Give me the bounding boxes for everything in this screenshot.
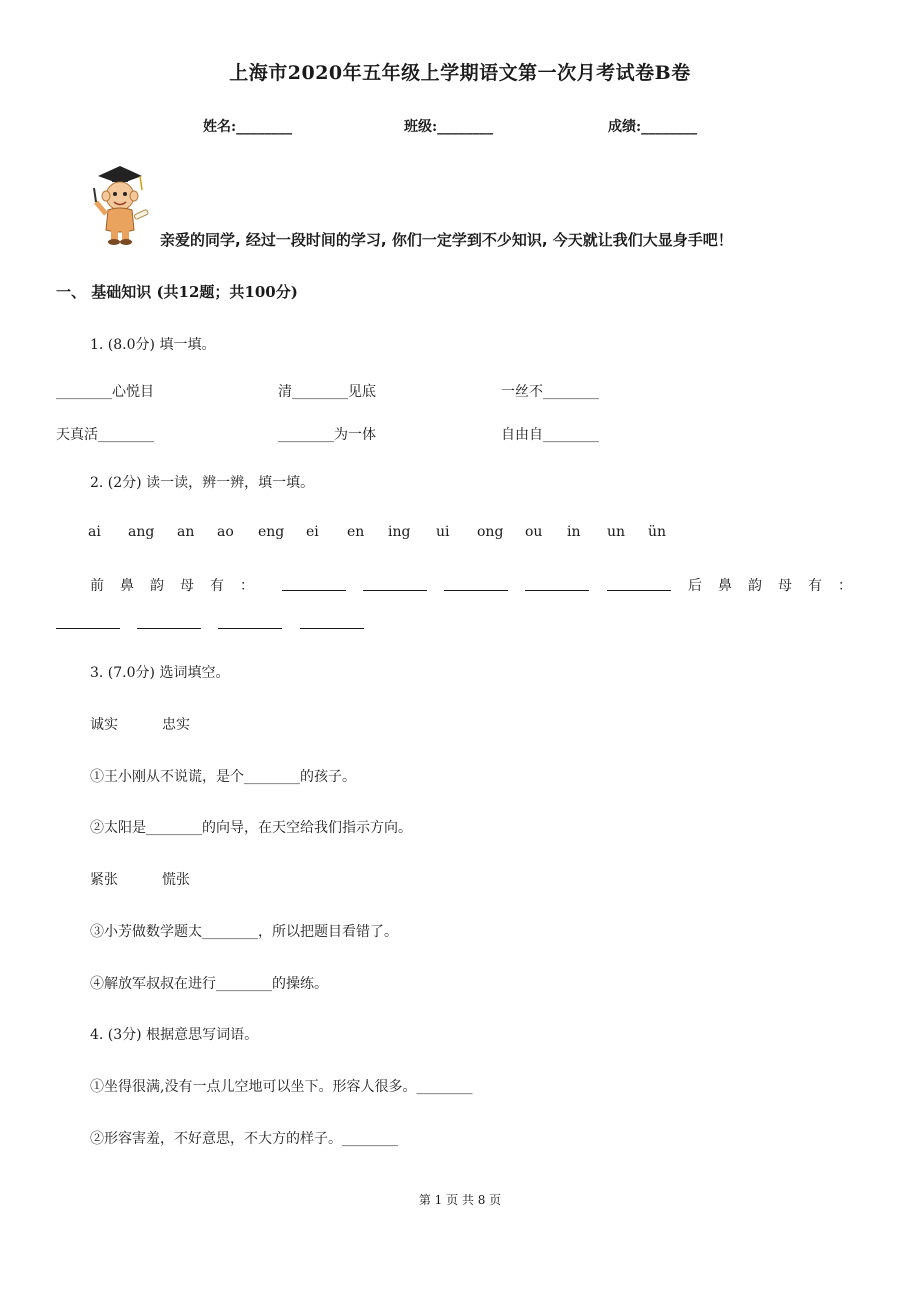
pinyin-ou: ou <box>525 524 543 540</box>
q1-blank-4[interactable]: 天真活________ <box>56 427 154 443</box>
section-heading: 一、 基础知识 (共12题；共100分) <box>56 283 298 301</box>
back-nasal-blank-3[interactable] <box>218 614 282 629</box>
q4-sentence-1[interactable]: ①坐得很满,没有一点儿空地可以坐下。形容人很多。________ <box>90 1079 473 1095</box>
front-nasal-blank-1[interactable] <box>282 576 346 591</box>
page-footer: 第 1 页 共 8 页 <box>418 1193 502 1207</box>
front-nasal-blank-2[interactable] <box>363 576 427 591</box>
word-option-jinzhang: 紧张 <box>90 872 118 888</box>
q1-blank-6[interactable]: 自由自________ <box>501 427 599 443</box>
front-nasal-blank-3[interactable] <box>444 576 508 591</box>
q1-blank-5[interactable]: ________为一体 <box>278 427 376 443</box>
q1-blank-1[interactable]: ________心悦目 <box>56 384 154 400</box>
word-option-chengshi: 诚实 <box>90 717 118 733</box>
pinyin-ing: ing <box>388 524 411 540</box>
pinyin-ong: ong <box>477 524 504 540</box>
pinyin-ang: ang <box>128 524 155 540</box>
pinyin-eng: eng <box>258 524 285 540</box>
pinyin-ui: ui <box>436 524 450 540</box>
word-option-zhongshi: 忠实 <box>162 717 190 733</box>
back-nasal-blank-4[interactable] <box>300 614 364 629</box>
back-nasal-blank-1[interactable] <box>56 614 120 629</box>
question-4-heading: 4. (3分) 根据意思写词语。 <box>90 1027 259 1043</box>
intro-text: 亲爱的同学, 经过一段时间的学习, 你们一定学到不少知识, 今天就让我们大显身手吧！ <box>160 231 733 249</box>
q4-sentence-2[interactable]: ②形容害羞，不好意思，不大方的样子。________ <box>90 1131 398 1147</box>
q3-sentence-3[interactable]: ③小芳做数学题太________，所以把题目看错了。 <box>90 924 398 940</box>
front-nasal-blank-4[interactable] <box>525 576 589 591</box>
pinyin-en: en <box>347 524 365 540</box>
page-title: 上海市2020年五年级上学期语文第一次月考试卷B卷 <box>229 62 691 84</box>
back-nasal-blank-2[interactable] <box>137 614 201 629</box>
q3-sentence-2[interactable]: ②太阳是________的向导，在天空给我们指示方向。 <box>90 820 412 836</box>
question-2-heading: 2. (2分) 读一读，辨一辨，填一填。 <box>90 475 315 491</box>
score-field[interactable]: 成绩:________ <box>608 119 698 135</box>
front-nasal-blank-5[interactable] <box>607 576 671 591</box>
back-nasal-label: 后鼻韵母有： <box>688 578 868 594</box>
q1-blank-3[interactable]: 一丝不________ <box>501 384 599 400</box>
front-nasal-label: 前鼻韵母有： <box>90 578 270 594</box>
pinyin-uu: ün <box>648 524 667 540</box>
pinyin-in: in <box>567 524 581 540</box>
pinyin-ei: ei <box>306 524 319 540</box>
q3-sentence-4[interactable]: ④解放军叔叔在进行________的操练。 <box>90 976 328 992</box>
name-field[interactable]: 姓名:________ <box>203 119 293 135</box>
class-field[interactable]: 班级:________ <box>404 119 494 135</box>
pinyin-ao: ao <box>217 524 234 540</box>
pinyin-an: an <box>177 524 195 540</box>
q1-blank-2[interactable]: 清________见底 <box>278 384 376 400</box>
q3-sentence-1[interactable]: ①王小刚从不说谎，是个________的孩子。 <box>90 769 356 785</box>
pinyin-un: un <box>607 524 626 540</box>
question-1-heading: 1. (8.0分) 填一填。 <box>90 337 216 353</box>
student-mascot-image <box>84 162 154 246</box>
question-3-heading: 3. (7.0分) 选词填空。 <box>90 665 230 681</box>
pinyin-ai: ai <box>88 524 101 540</box>
word-option-huangzhang: 慌张 <box>162 872 190 888</box>
